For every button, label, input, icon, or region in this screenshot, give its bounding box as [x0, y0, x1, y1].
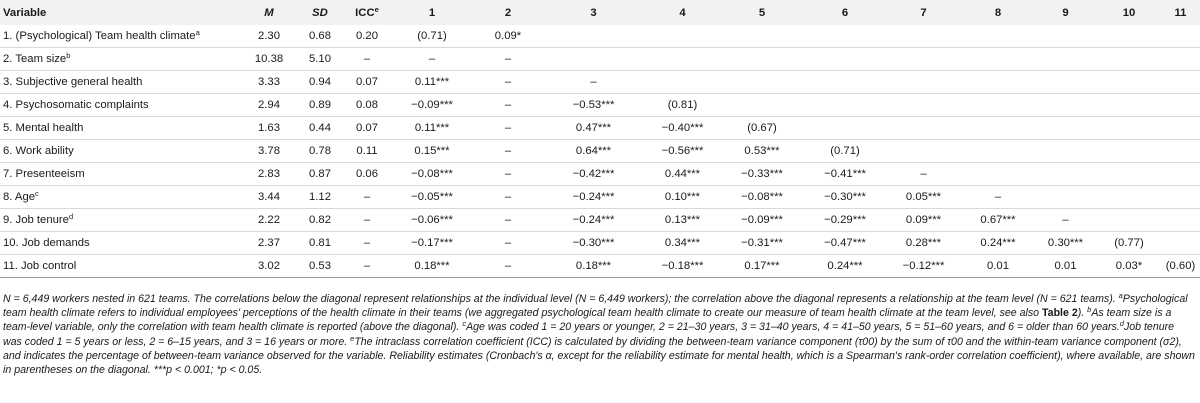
- table-row: [0, 94, 1200, 117]
- table-row: [0, 71, 1200, 94]
- correlation-cell: –: [504, 260, 512, 272]
- correlation-cell: 0.03*: [1115, 260, 1143, 272]
- correlation-cell: −0.29***: [824, 214, 866, 226]
- column-header-m: M: [264, 6, 274, 19]
- correlation-cell: [1034, 186, 1097, 209]
- correlation-cell: [962, 94, 1034, 117]
- correlation-cell: –: [504, 191, 512, 203]
- icc-cell: –: [363, 53, 371, 65]
- footnote-marker-b: b: [1087, 305, 1092, 315]
- variable-label: 1. (Psychological) Team health climate: [3, 30, 196, 42]
- variable-cell: [0, 94, 243, 117]
- correlation-cell: [1097, 117, 1161, 140]
- sd-cell: 0.44: [309, 122, 331, 134]
- icc-cell: –: [363, 260, 371, 272]
- variable-cell: [0, 117, 243, 140]
- variable-label: 4. Psychosomatic complaints: [3, 99, 149, 111]
- correlation-cell: −0.53***: [572, 99, 615, 111]
- column-header-variable: Variable: [3, 6, 47, 19]
- correlation-cell: (0.67): [747, 122, 777, 134]
- m-cell: 2.83: [258, 168, 280, 180]
- correlation-cell: (0.81): [667, 99, 698, 111]
- table-body: [0, 25, 1200, 278]
- correlation-cell: [719, 71, 805, 94]
- correlation-cell: –: [504, 122, 512, 134]
- icc-footnote-marker: e: [374, 4, 379, 14]
- correlation-cell: [646, 48, 719, 71]
- sd-cell: 0.53: [309, 260, 331, 272]
- correlation-cell: [885, 117, 962, 140]
- correlation-cell: –: [1062, 214, 1069, 226]
- correlation-cell: [1161, 117, 1200, 140]
- correlation-cell: 0.24***: [827, 260, 863, 272]
- correlation-cell: –: [428, 53, 436, 65]
- sd-cell: 0.68: [309, 30, 331, 42]
- correlation-cell: −0.40***: [661, 122, 704, 134]
- correlation-cell: 0.11***: [414, 122, 450, 134]
- correlation-cell: 0.05***: [905, 191, 942, 203]
- correlation-cell: [719, 48, 805, 71]
- table-row: [0, 48, 1200, 71]
- correlation-cell: 0.01: [987, 260, 1009, 272]
- correlation-cell: [1034, 117, 1097, 140]
- correlation-cell: –: [504, 214, 512, 226]
- correlation-cell: −0.17***: [411, 237, 453, 249]
- m-cell: 1.63: [258, 122, 280, 134]
- correlation-cell: [805, 71, 885, 94]
- table-row: [0, 209, 1200, 232]
- variable-label: 5. Mental health: [3, 122, 84, 134]
- correlation-cell: [1034, 48, 1097, 71]
- variable-cell: [0, 186, 243, 209]
- correlation-cell: [1097, 209, 1161, 232]
- variable-cell: [0, 25, 243, 48]
- correlation-cell: [1161, 209, 1200, 232]
- correlation-cell: [962, 48, 1034, 71]
- correlation-cell: [1161, 94, 1200, 117]
- variable-footnote-marker: a: [195, 28, 200, 37]
- correlation-cell: [1097, 25, 1161, 48]
- correlation-cell: −0.24***: [572, 214, 615, 226]
- correlation-cell: 0.30***: [1047, 237, 1084, 249]
- variable-footnote-marker: b: [66, 51, 71, 60]
- column-header-icc: ICCe: [355, 4, 379, 19]
- table-row: [0, 255, 1200, 278]
- correlation-cell: 0.44***: [664, 168, 701, 180]
- variable-label: 2. Team size: [3, 53, 67, 65]
- column-header-6: 6: [841, 6, 849, 19]
- correlation-cell: [646, 71, 719, 94]
- icc-cell: 0.20: [356, 30, 378, 42]
- correlation-cell: 0.47***: [575, 122, 612, 134]
- table-row: [0, 25, 1200, 48]
- variable-footnote-marker: c: [35, 189, 39, 198]
- correlation-cell: [1161, 232, 1200, 255]
- m-cell: 10.38: [254, 53, 284, 65]
- correlation-cell: [1034, 25, 1097, 48]
- column-header-10: 10: [1122, 6, 1136, 19]
- m-cell: 2.37: [258, 237, 280, 249]
- correlation-cell: 0.13***: [664, 214, 701, 226]
- m-cell: 3.33: [258, 76, 280, 88]
- column-header-3: 3: [590, 6, 597, 19]
- correlation-cell: 0.18***: [575, 260, 612, 272]
- variable-cell: [0, 209, 243, 232]
- correlation-cell: −0.41***: [824, 168, 866, 180]
- variable-cell: [0, 71, 243, 94]
- icc-cell: 0.11: [356, 145, 378, 157]
- correlation-cell: −0.06***: [411, 214, 453, 226]
- correlation-cell: −0.30***: [572, 237, 615, 249]
- m-cell: 3.02: [258, 260, 280, 272]
- correlation-cell: [1161, 163, 1200, 186]
- correlation-cell: [885, 71, 962, 94]
- correlation-cell: [885, 48, 962, 71]
- correlation-cell: [962, 163, 1034, 186]
- correlation-cell: −0.08***: [741, 191, 783, 203]
- variable-label: 6. Work ability: [3, 145, 74, 157]
- correlation-cell: 0.18***: [414, 260, 450, 272]
- variable-label: 7. Presenteeism: [3, 168, 85, 180]
- correlation-cell: 0.09***: [905, 214, 942, 226]
- correlation-cell: [962, 117, 1034, 140]
- column-header-2: 2: [504, 6, 512, 19]
- correlation-cell: (0.71): [830, 145, 860, 157]
- correlation-cell: −0.12***: [902, 260, 945, 272]
- m-cell: 3.78: [258, 145, 280, 157]
- column-header-11: 11: [1174, 6, 1187, 19]
- footnote-marker-a: a: [1118, 291, 1123, 300]
- correlation-cell: –: [504, 53, 512, 65]
- correlation-cell: [1034, 71, 1097, 94]
- sd-cell: 0.78: [309, 145, 331, 157]
- icc-cell: –: [363, 214, 371, 226]
- m-cell: 2.22: [258, 214, 280, 226]
- correlation-cell: –: [504, 76, 512, 88]
- correlation-cell: –: [504, 99, 512, 111]
- table-row: [0, 117, 1200, 140]
- table-row: [0, 140, 1200, 163]
- correlation-cell: (0.77): [1114, 237, 1144, 249]
- correlation-cell: (0.71): [417, 30, 447, 42]
- variable-cell: [0, 255, 243, 278]
- correlation-cell: –: [504, 237, 512, 249]
- footnote-marker-d: d: [1119, 319, 1124, 329]
- correlation-cell: [962, 25, 1034, 48]
- correlation-cell: −0.18***: [661, 260, 704, 272]
- correlation-cell: 0.53***: [744, 145, 780, 157]
- correlation-cell: [885, 94, 962, 117]
- correlation-cell: −0.33***: [741, 168, 783, 180]
- correlation-cell: 0.28***: [905, 237, 942, 249]
- correlation-cell: 0.15***: [414, 145, 450, 157]
- icc-cell: –: [363, 191, 371, 203]
- variable-footnote-marker: d: [68, 212, 74, 221]
- icc-cell: 0.08: [356, 99, 378, 111]
- sd-cell: 0.82: [309, 214, 331, 226]
- correlation-cell: 0.67***: [980, 214, 1016, 226]
- correlation-cell: [805, 117, 885, 140]
- correlation-cell: [1097, 163, 1161, 186]
- footnote-e: The intraclass correlation coefficient (ICC) is calculated by dividing the between-team variance component (τ00) by the sum of τ00 and the within-team variance component (σ2), and indicates the percentage of between-team variance observed for the variable. Reliability estimates (Cronbach's α, except for the reliability estimate for mental health, which is a Spearman's rank-order correlation coefficient), where available, are shown in parentheses on the diagonal. ***p < 0.001; *p < 0.05.: [3, 335, 1195, 377]
- correlation-cell: [805, 94, 885, 117]
- variable-cell: [0, 140, 243, 163]
- correlation-cell: [646, 25, 719, 48]
- correlation-cell: [1034, 94, 1097, 117]
- variable-cell: [0, 163, 243, 186]
- m-cell: 2.30: [258, 30, 280, 42]
- footnote-d: Job tenure was coded 1 = 5 years or less, 2 = 6–15 years, and 3 = 16 years or more.: [3, 321, 1175, 348]
- variable-label: 9. Job tenure: [3, 214, 69, 226]
- correlation-cell: 0.11***: [414, 76, 450, 88]
- correlation-cell: –: [920, 168, 927, 180]
- correlation-cell: 0.09*: [494, 30, 522, 42]
- variable-label: 11. Job control: [3, 260, 77, 272]
- correlation-cell: [1161, 186, 1200, 209]
- footnote-b: As team size is a team-level variable, only the correlation with team health climate is reported (above the diagonal).: [3, 307, 1172, 334]
- column-header-sd: SD: [312, 6, 328, 19]
- icc-cell: –: [363, 237, 371, 249]
- table-row: [0, 232, 1200, 255]
- icc-cell: 0.07: [356, 76, 378, 88]
- correlation-cell: 0.34***: [664, 237, 701, 249]
- correlation-cell: –: [504, 168, 512, 180]
- icc-cell: 0.07: [356, 122, 378, 134]
- correlation-cell: [1161, 25, 1200, 48]
- correlation-cell: –: [994, 191, 1002, 203]
- correlation-cell: [962, 71, 1034, 94]
- footnote-a: Psychological team health climate refers to individual employees' perceptions of the health climate in their teams (we aggregated psychological team health climate to create our measure of team health climate at the team level, see also: [3, 293, 1188, 320]
- variable-label: 3. Subjective general health: [3, 76, 143, 88]
- correlation-cell: [1097, 71, 1161, 94]
- column-header-9: 9: [1062, 6, 1069, 19]
- variable-label: 8. Age: [3, 191, 36, 203]
- correlation-cell: [719, 94, 805, 117]
- correlation-cell: [805, 25, 885, 48]
- correlation-cell: 0.10***: [664, 191, 701, 203]
- footnote-c: Age was coded 1 = 20 years or younger, 2 = 21–30 years, 3 = 31–40 years, 4 = 41–50 years, 5 = 51–60 years, and 6 = older than 60 years.: [466, 321, 1120, 334]
- sd-cell: 1.12: [309, 191, 331, 203]
- table-row: [0, 163, 1200, 186]
- sd-cell: 0.94: [309, 76, 331, 88]
- variable-cell: [0, 232, 243, 255]
- sd-cell: 5.10: [309, 53, 331, 65]
- variable-label: 10. Job demands: [3, 237, 90, 249]
- correlation-cell: [885, 140, 962, 163]
- correlation-cell: −0.24***: [572, 191, 615, 203]
- correlation-cell: −0.08***: [411, 168, 453, 180]
- column-header-5: 5: [758, 6, 766, 19]
- sd-cell: 0.89: [309, 99, 331, 111]
- correlation-cell: −0.56***: [661, 145, 704, 157]
- variable-cell: [0, 48, 243, 71]
- column-header-7: 7: [920, 6, 927, 19]
- correlation-cell: [1161, 48, 1200, 71]
- correlation-cell: −0.42***: [572, 168, 615, 180]
- correlation-cell: [1034, 140, 1097, 163]
- footnote-marker-e: e: [350, 333, 355, 343]
- correlation-cell: −0.05***: [411, 191, 453, 203]
- sd-cell: 0.81: [309, 237, 331, 249]
- correlation-cell: [541, 25, 646, 48]
- correlation-cell: (0.60): [1165, 260, 1196, 272]
- correlation-cell: [1097, 140, 1161, 163]
- correlation-cell: –: [504, 145, 512, 157]
- correlation-cell: 0.17***: [744, 260, 780, 272]
- correlation-cell: [1161, 140, 1200, 163]
- footnote-table-ref[interactable]: Table 2: [1042, 307, 1078, 320]
- correlation-cell: [1097, 48, 1161, 71]
- correlation-cell: –: [590, 76, 597, 88]
- correlation-cell: [1034, 163, 1097, 186]
- correlation-cell: [1097, 186, 1161, 209]
- correlation-cell: −0.30***: [824, 191, 866, 203]
- footnote-marker-c: c: [462, 319, 467, 329]
- column-header-1: 1: [428, 6, 436, 19]
- correlation-cell: −0.47***: [824, 237, 866, 249]
- table-header-row: [0, 0, 1200, 25]
- correlation-cell: 0.64***: [575, 145, 612, 157]
- m-cell: 3.44: [258, 191, 280, 203]
- table-footnote: N = 6,449 workers nested in 621 teams. The correlations below the diagonal represent relationships at the individual level (N = 6,449 workers); the correlation above the diagonal represents a relationship at the team level (N = 621 teams). $^a$Psychological team health climate refers to individual employees' perceptions of the health climate in their teams (we aggregated psychological team health climate to create our measure of team health climate at the team level, see also Table 2). $^b$As team size is a team-level variable, only the correlation with team health climate is reported (above the diagonal). $^c$Age was coded 1 = 20 years or younger, 2 = 21–30 years, 3 = 31–40 years, 4 = 41–50 years, 5 = 51–60 years, and 6 = older than 60 years.$^d$Job tenure was coded 1 = 5 years or less, 2 = 6–15 years, and 3 = 16 years or more. $^e$The intraclass correlation coefficient (ICC) is calculated by dividing the between-team variance component (τ00) by the sum of τ00 and the within-team variance component (σ2), and indicates the percentage of between-team variance observed for the variable. Reliability estimates (Cronbach's α, except for the reliability estimate for mental health, which is a Spearman's rank-order correlation coefficient), where available, are shown in parentheses on the diagonal. ***p < 0.001; *p < 0.05.: [3, 291, 1195, 377]
- sd-cell: 0.87: [309, 168, 331, 180]
- footnote-sample: N = 6,449 workers nested in 621 teams. The correlations below the diagonal represent relationships at the individual level (N = 6,449 workers); the correlation above the diagonal represents a relationship at the team level (N = 621 teams).: [3, 293, 1119, 305]
- correlation-cell: [962, 140, 1034, 163]
- m-cell: 2.94: [258, 99, 280, 111]
- correlation-cell: −0.31***: [741, 237, 783, 249]
- correlation-cell: [885, 25, 962, 48]
- correlation-cell: [805, 48, 885, 71]
- correlation-cell: [541, 48, 646, 71]
- correlation-cell: 0.24***: [980, 237, 1016, 249]
- table-row: [0, 186, 1200, 209]
- column-header-8: 8: [994, 6, 1002, 19]
- correlation-cell: 0.01: [1054, 260, 1077, 272]
- icc-cell: 0.06: [356, 168, 378, 180]
- column-header-4: 4: [679, 6, 686, 19]
- correlation-cell: [1097, 94, 1161, 117]
- correlation-cell: −0.09***: [741, 214, 783, 226]
- correlation-cell: [719, 25, 805, 48]
- correlation-cell: −0.09***: [411, 99, 453, 111]
- correlation-cell: [1161, 71, 1200, 94]
